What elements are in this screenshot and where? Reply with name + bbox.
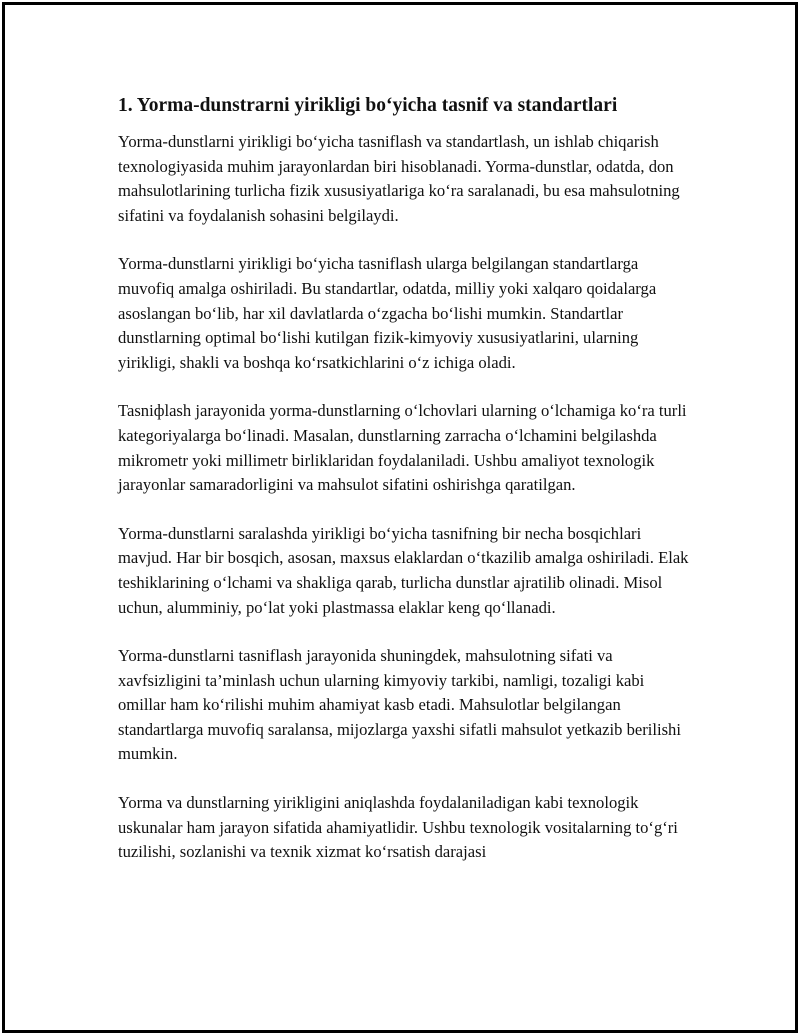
paragraph-5: Yorma-dunstlarni tasniflash jarayonida shuningdek, mahsulotning sifati va xavfsizligini ta’minlash uchun ularning kimyoviy tarkibi, namligi, tozaligi kabi omillar ham ko‘rilishi muhim ahamiyat kasb etadi. Mahsulotlar belgilangan standartlarga muvofiq saralansa, mijozlarga yaxshi sifatli mahsulot yetkazib berilishi mumkin.	[118, 646, 681, 764]
paragraph-3: Tasniфlash jarayonida yorma-dunstlarning o‘lchovlari ularning o‘lchamiga ko‘ra turli kategoriyalarga bo‘linadi. Masalan, dunstlarning zarracha o‘lchamini belgilashda mikrometr yoki millimetr birliklaridan foydalaniladi. Ushbu amaliyot texnologik jarayonlar samaradorligini va mahsulot sifatini oshirishga qaratilgan.	[118, 401, 687, 495]
paragraph-6: Yorma va dunstlarning yirikligini aniqlashda foydalaniladigan kabi texnologik uskunalar ham jarayon sifatida ahamiyatlidir. Ushbu texnologik vositalarning to‘g‘ri tuzilishi, sozlanishi va texnik xizmat ko‘rsatish darajasi	[118, 793, 678, 862]
paragraph-4: Yorma-dunstlarni saralashda yirikligi bo‘yicha tasnifning bir necha bosqichlari mavjud. Har bir bosqich, asosan, maxsus elaklardan o‘tkazilib amalga oshiriladi. Elak teshiklarining o‘lchami va shakliga qarab, turlicha dunstlar ajratilib olinadi. Misol uchun, alumminiy, po‘lat yoki plastmassa elaklar keng qo‘llanadi.	[118, 523, 689, 617]
section-heading: 1. Yorma-dunstrarni yirikligi bo‘yicha tasnif va standartlari	[118, 95, 618, 116]
document-body	[118, 94, 690, 889]
paragraph-2: Yorma-dunstlarni yirikligi bo‘yicha tasniflash ularga belgilangan standartlarga muvofiq amalga oshiriladi. Bu standartlar, odatda, milliy yoki xalqaro qoidalarga asoslangan bo‘lib, har xil davlatlarda o‘zgacha bo‘lishi mumkin. Standartlar dunstlarning optimal bo‘lishi kutilgan fizik-kimyoviy xususiyatlarini, ularning yirikligi, shakli va boshqa ko‘rsatkichlarini o‘z ichiga oladi.	[118, 254, 657, 372]
paragraph-1: Yorma-dunstlarni yirikligi bo‘yicha tasniflash va standartlash, un ishlab chiqarish texnologiyasida muhim jarayonlardan biri hisoblanadi. Yorma-dunstlar, odatda, don mahsulotlarining turlicha fizik xususiyatlariga ko‘ra saralanadi, bu esa mahsulotning sifatini va foydalanish sohasini belgilaydi.	[118, 132, 680, 225]
